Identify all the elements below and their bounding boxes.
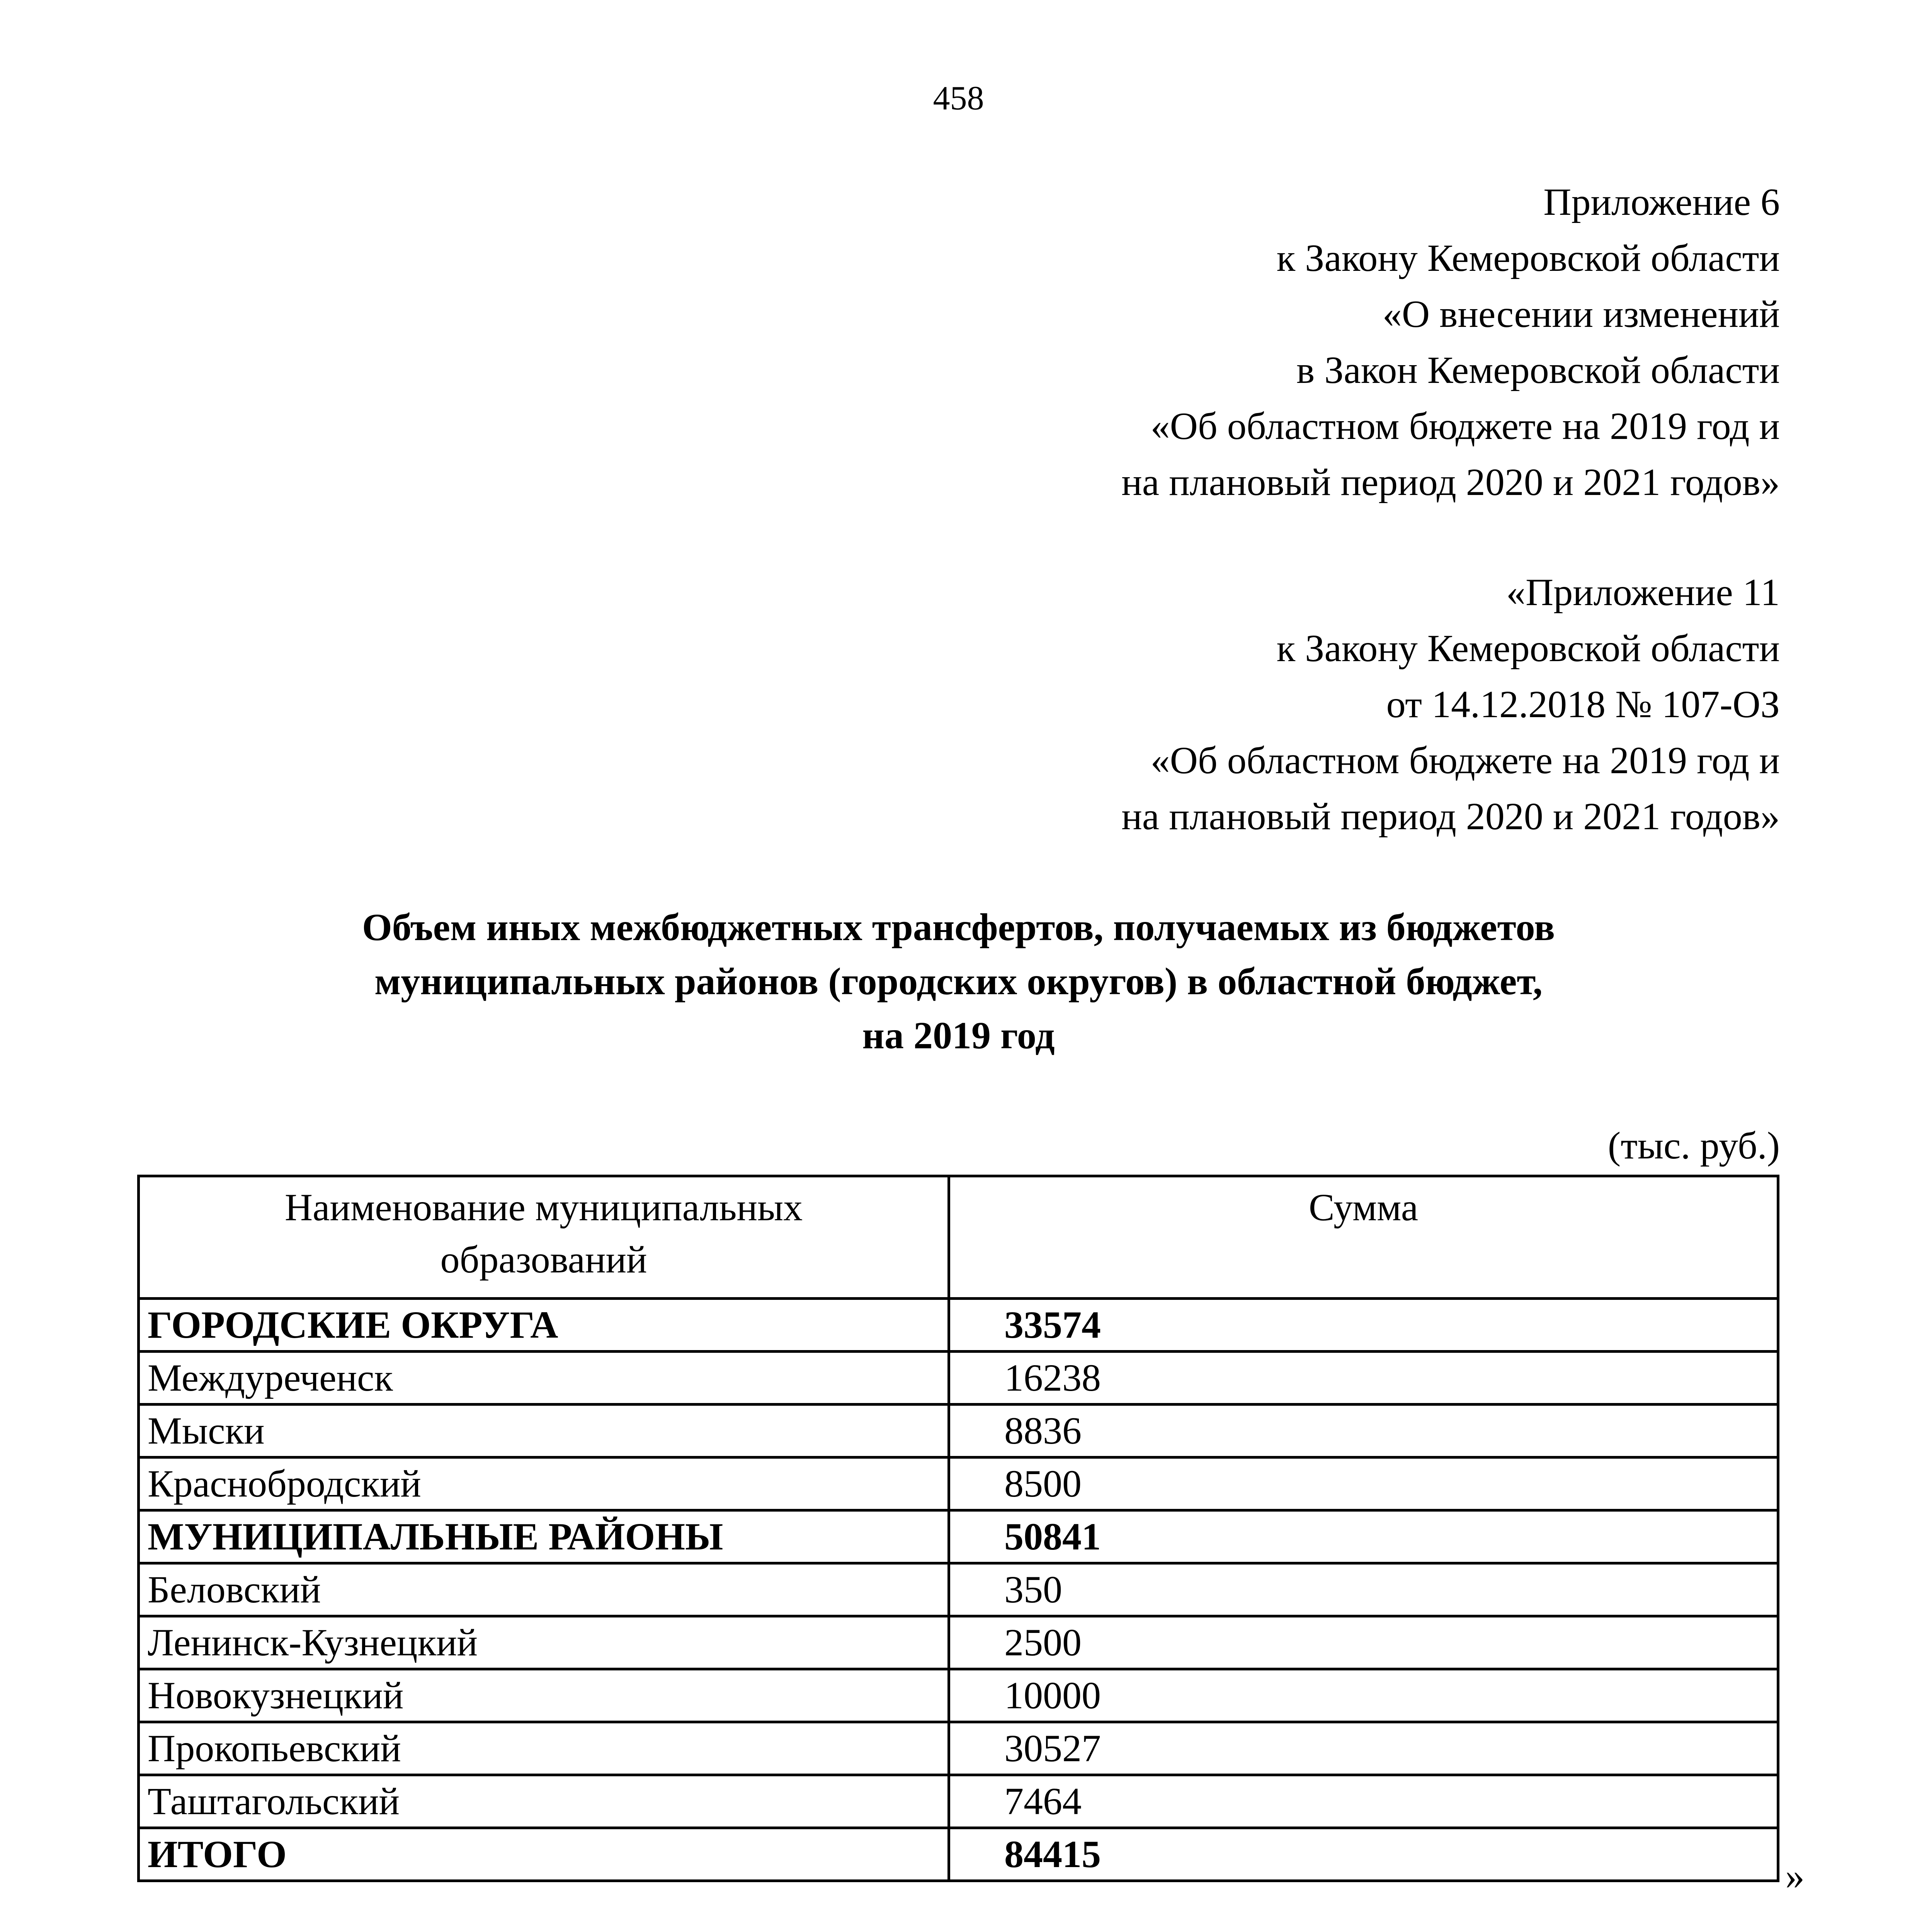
column-header-name [139,1176,949,1299]
row-amount: 10000 [949,1669,1778,1722]
document-title-line: на 2019 год [862,1014,1055,1057]
table-row [139,1828,1778,1881]
appendix-header-line: «Об областном бюджете на 2019 год и [1150,405,1780,447]
appendix-quoted-line: на плановый период 2020 и 2021 годов» [1121,795,1780,838]
table-row [139,1458,1778,1510]
appendix-header-line: Приложение 6 [1543,180,1780,223]
row-name: МУНИЦИПАЛЬНЫЕ РАЙОНЫ [139,1510,949,1563]
page-number: 458 [933,80,984,117]
row-name: Беловский [139,1563,949,1616]
table-row [139,1722,1778,1775]
column-header-name-line: Наименование муниципальных [284,1186,803,1229]
row-name: Новокузнецкий [139,1669,949,1722]
closing-quote: » [1785,1854,1805,1897]
row-amount: 16238 [949,1352,1778,1405]
row-name: ИТОГО [139,1828,949,1881]
document-title-line: муниципальных районов (городских округов) в областной бюджет, [374,960,1543,1003]
row-amount: 84415 [949,1828,1778,1881]
row-amount: 350 [949,1563,1778,1616]
table-row [139,1299,1778,1352]
appendix-quoted [1121,564,1780,844]
appendix-header [1121,174,1780,510]
row-name: ГОРОДСКИЕ ОКРУГА [139,1299,949,1352]
appendix-header-line: на плановый период 2020 и 2021 годов» [1121,461,1780,503]
document-title-line: Объем иных межбюджетных трансфертов, получаемых из бюджетов [362,906,1555,949]
table-row [139,1616,1778,1669]
row-name: Мыски [139,1405,949,1458]
appendix-header-line: в Закон Кемеровской области [1296,349,1780,391]
appendix-quoted-line: «Приложение 11 [1506,571,1780,614]
row-name: Таштагольский [139,1775,949,1828]
table-row [139,1669,1778,1722]
column-header-name-line: образований [440,1238,647,1281]
appendix-quoted-line: от 14.12.2018 № 107-ОЗ [1386,683,1780,726]
row-name: Междуреченск [139,1352,949,1405]
table-row [139,1510,1778,1563]
table-row [139,1563,1778,1616]
table-header-row [139,1176,1778,1299]
transfers-table [137,1175,1779,1882]
table-row [139,1352,1778,1405]
column-header-amount: Сумма [949,1176,1778,1299]
row-name: Ленинск-Кузнецкий [139,1616,949,1669]
row-amount: 2500 [949,1616,1778,1669]
table-row [139,1405,1778,1458]
row-amount: 8836 [949,1405,1778,1458]
row-amount: 50841 [949,1510,1778,1563]
appendix-quoted-line: «Об областном бюджете на 2019 год и [1150,739,1780,782]
appendix-header-line: к Закону Кемеровской области [1276,236,1780,279]
row-amount: 7464 [949,1775,1778,1828]
table-row [139,1775,1778,1828]
table-body [139,1299,1778,1881]
row-name: Краснобродский [139,1458,949,1510]
row-amount: 30527 [949,1722,1778,1775]
row-amount: 8500 [949,1458,1778,1510]
row-amount: 33574 [949,1299,1778,1352]
document-title [0,900,1917,1063]
appendix-quoted-line: к Закону Кемеровской области [1276,627,1780,670]
units-label: (тыс. руб.) [1607,1124,1780,1167]
row-name: Прокопьевский [139,1722,949,1775]
appendix-header-line: «О внесении изменений [1382,293,1780,335]
